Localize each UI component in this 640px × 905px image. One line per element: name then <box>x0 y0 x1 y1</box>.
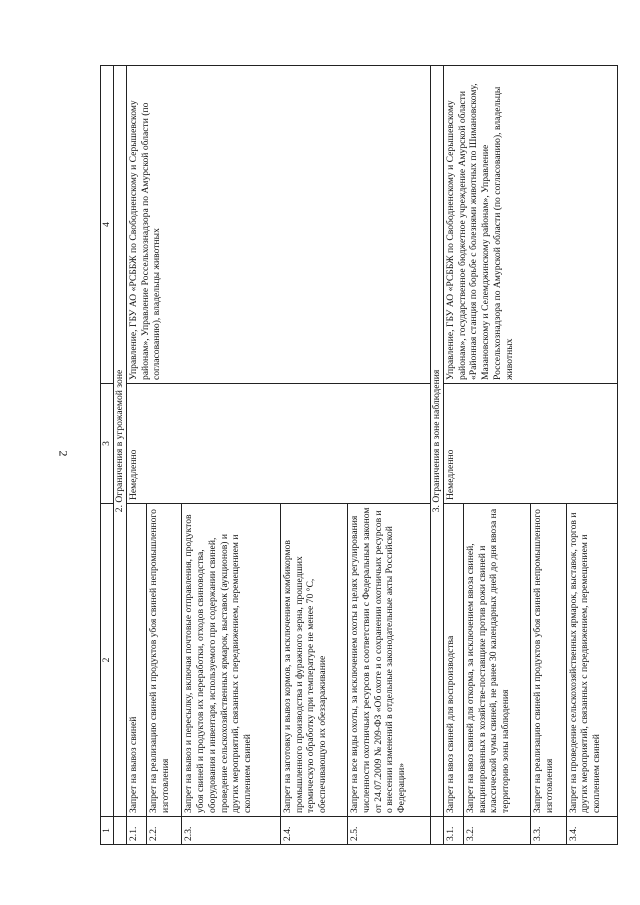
section-heading-row <box>431 66 444 845</box>
section-2-responsible: Управление, ГБУ АО «РСББЖ по Свободненскому и Серышевскому районам», Управление Россельхознадзора по Амурской области (по согласованию), владельцы животных <box>127 66 431 384</box>
table-row <box>444 66 464 845</box>
header-col-2: 2 <box>101 504 114 817</box>
row-text: Запрет на ввоз свиней для откорма, за исключением ввоза свиней, вакцинированных в хозяйстве-поставщике против рожи свиней и классической чумы свиней, не ранее 30 календарных дней до дня ввоза на территорию зоны наблюдения <box>463 504 530 817</box>
section-3-title: 3. Ограничения в зоне наблюдения <box>431 66 444 817</box>
row-number: 2.4. <box>281 817 348 845</box>
row-number: 2.1. <box>127 817 147 845</box>
page-number: 2 <box>56 450 71 457</box>
header-col-1: 1 <box>101 817 114 845</box>
row-number: 3.4. <box>566 817 617 845</box>
row-text: Запрет на вывоз свиней <box>127 504 147 817</box>
row-text: Запрет на реализацию свиней и продуктов убоя свиней непромышленного изготовления <box>146 504 182 817</box>
section-3-timing: Немедленно <box>444 384 618 504</box>
table-row <box>127 66 147 845</box>
row-text: Запрет на реализацию свиней и продуктов убоя свиней непромышленного изготовления <box>531 504 567 817</box>
header-col-3: 3 <box>101 384 114 504</box>
section-2-title: 2. Ограничения в угрожаемой зоне <box>114 66 127 817</box>
row-number: 2.2. <box>146 817 182 845</box>
row-text: Запрет на проведение сельскохозяйственных ярмарок, выставок, торгов и других мероприятий, связанных с передвижением, перемещением и скоплением свиней <box>566 504 617 817</box>
row-text: Запрет на ввоз свиней для воспроизводства <box>444 504 464 817</box>
rotated-document <box>100 65 618 845</box>
restrictions-table <box>100 65 618 845</box>
row-number: 3.3. <box>531 817 567 845</box>
row-number: 2.3. <box>182 817 281 845</box>
section-2-timing: Немедленно <box>127 384 431 504</box>
row-number: 3.2. <box>463 817 530 845</box>
section-heading-row <box>114 66 127 845</box>
row-number: 3.1. <box>444 817 464 845</box>
row-text: Запрет на все виды охоты, за исключением охоты в целях регулирования численности охотничьих ресурсов в соответствии с Федеральным законом от 24.07.2009 № 209-ФЗ «Об охоте и о сохранении охотничьих ресурсов и о внесении изменений в отдельные законодательные акты Российской Федерации» <box>348 504 431 817</box>
row-text: Запрет на заготовку и вывоз кормов, за исключением комбикормов промышленного производства и фуражного зерна, прошедших термическую обработку при температуре не менее 70 °С, обеспечивающую их обеззараживание <box>281 504 348 817</box>
header-row <box>101 66 114 845</box>
row-number: 2.5. <box>348 817 431 845</box>
section-3-responsible: Управление, ГБУ АО «РСББЖ по Свободненскому и Серышевскому районам», государственное бюджетное учреждение Амурской области «Районная станция по борьбе с болезнями животных по Шимановскому, Мазановскому и Селемджинскому районам», Управление Россельхознадзора по Амурской области (по согласованию), владельцы животных <box>444 66 618 384</box>
header-col-4: 4 <box>101 66 114 384</box>
row-text: Запрет на вывоз и пересылку, включая почтовые отправления, продуктов убоя свиней и продуктов их переработки, отходов свиноводства, оборудования и инвентаря, используемого при содержании свиней, проведение сельскохозяйственных ярмарок, выставок (аукционов) и других мероприятий, связанных с передвижением, перемещением и скоплением свиней <box>182 504 281 817</box>
